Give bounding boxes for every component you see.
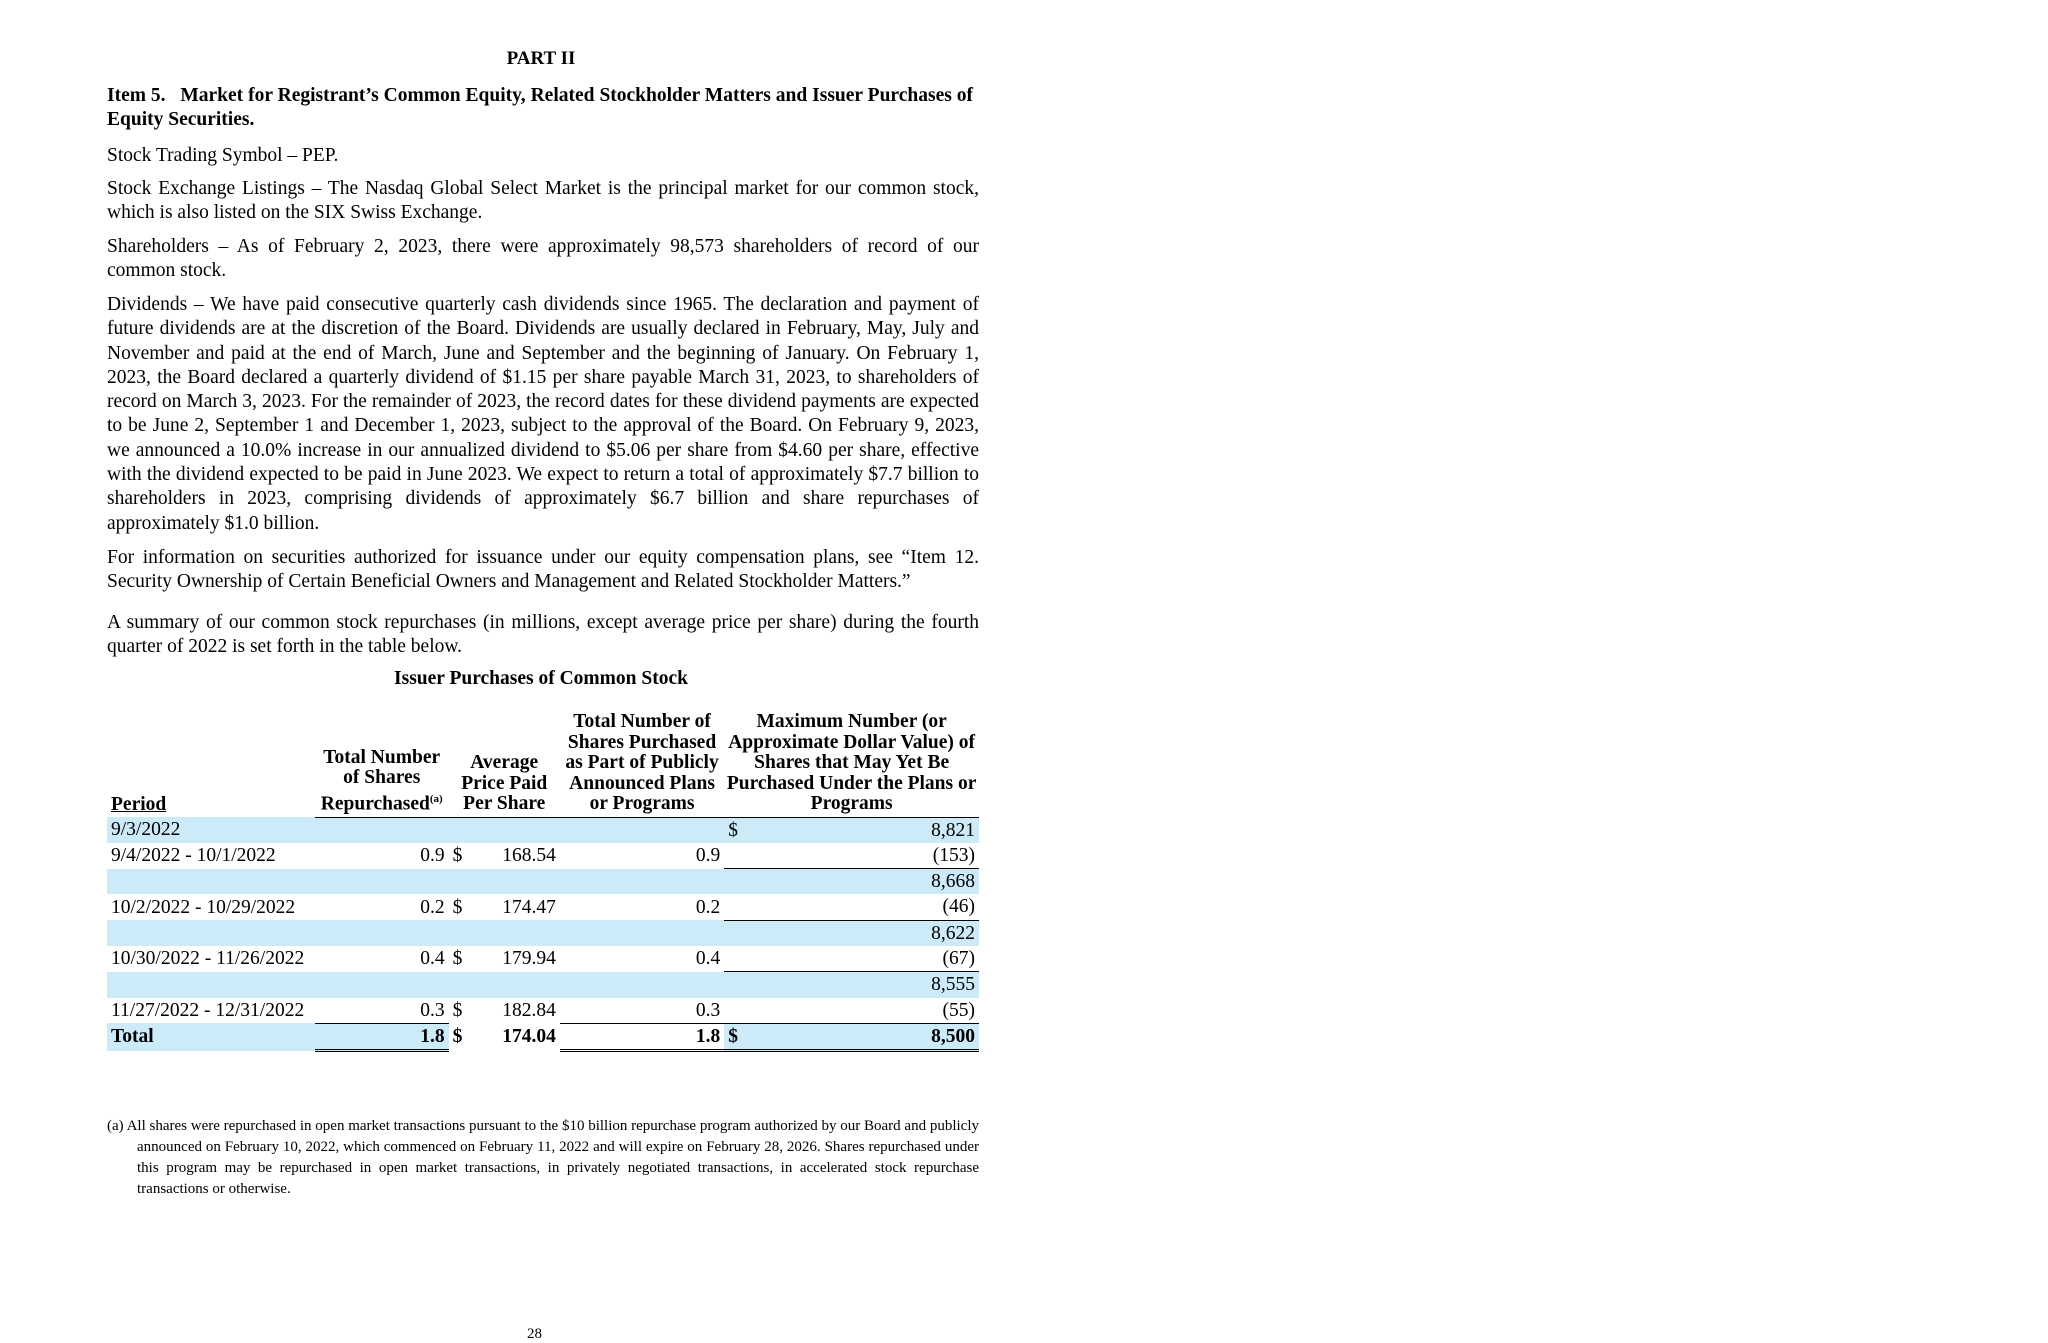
cell-average-price: 174.47 — [502, 896, 556, 918]
cell-average-price: 182.84 — [502, 999, 556, 1021]
footnote-text: (a) All shares were repurchased in open market transactions pursuant to the $10 billion repurchase program authorized by our Board and publicly announced on February 10, 2022, which commenced on February 11, 2022 and will expire on February 28, 2026. Shares repurchased under this program may be repurchased in open market transactions, in privately negotiated transactions, in accelerated stock repurchase transactions or otherwise. — [107, 1118, 979, 1197]
cell-announced — [560, 972, 724, 998]
cell-max-value: (55) — [750, 998, 979, 1024]
cell-dollar-sign: $ — [452, 999, 463, 1021]
cell-average-price: 179.94 — [502, 948, 556, 970]
cell-shares: 0.2 — [420, 896, 445, 918]
page-number: 28 — [527, 1326, 542, 1342]
cell-announced: 0.9 — [695, 845, 721, 867]
cell-period — [107, 920, 315, 946]
cell-total-label: Total — [107, 1023, 315, 1050]
repurchase-table — [107, 712, 979, 1052]
header-announced-plans: Total Number of Shares Purchased as Part of Publicly Announced Plans or Programs — [560, 712, 724, 817]
cell-shares — [315, 972, 449, 998]
header-average-price: Average Price Paid Per Share — [449, 712, 560, 817]
cell-average-price — [474, 869, 559, 895]
cell-max-value: (46) — [750, 894, 979, 920]
cell-total-dollar-sign: $ — [452, 1026, 463, 1048]
table-row — [107, 843, 979, 869]
cell-max-dollar-sign — [724, 972, 750, 998]
cell-max-dollar-sign — [724, 946, 750, 972]
cell-announced: 0.4 — [695, 948, 721, 970]
part-heading: PART II — [506, 48, 576, 69]
cell-period — [107, 972, 315, 998]
cell-max-dollar-sign — [724, 869, 750, 895]
dividends-paragraph: Dividends – We have paid consecutive quarterly cash dividends since 1965. The declaration and payment of future dividends are at the discretion of the Board. Dividends are usually declared in February, May, July and November and paid at the end of March, June and September and the beginning of January. On February 1, 2023, the Board declared a quarterly dividend of $1.15 per share payable March 31, 2023, to shareholders of record on March 3, 2023. For the remainder of 2023, the record dates for these dividend payments are expected to be June 2, September 1 and December 1, 2023, subject to the approval of the Board. On February 9, 2023, we announced a 10.0% increase in our annualized dividend to $5.06 per share from $4.60 per share, effective with the dividend expected to be paid in June 2023. We expect to return a total of approximately $7.7 billion to shareholders in 2023, comprising dividends of approximately $6.7 billion and share repurchases of approximately $1.0 billion. — [107, 294, 979, 534]
cell-shares: 0.4 — [420, 948, 445, 970]
cell-dollar-sign — [449, 869, 475, 895]
cell-dollar-sign — [449, 920, 475, 946]
listings-paragraph: Stock Exchange Listings – The Nasdaq Global Select Market is the principal market for our common stock, which is also listed on the SIX Swiss Exchange. — [107, 178, 979, 224]
cell-max-value: (67) — [750, 946, 979, 972]
cell-max-dollar-sign — [724, 998, 750, 1024]
cell-announced — [560, 920, 724, 946]
cell-max-dollar-sign: $ — [724, 817, 750, 843]
cell-announced: 0.2 — [695, 896, 721, 918]
equity-plans-paragraph: For information on securities authorized for issuance under our equity compensation plans, see “Item 12. Security Ownership of Certain Beneficial Owners and Management and Related Stockholder Matters.” — [107, 547, 979, 593]
cell-period: 9/4/2022 - 10/1/2022 — [111, 845, 276, 867]
cell-period: 11/27/2022 - 12/31/2022 — [111, 999, 305, 1021]
cell-total-shares: 1.8 — [315, 1023, 449, 1050]
cell-max-value: 8,622 — [750, 920, 979, 946]
header-period: Period — [111, 793, 167, 815]
cell-max-value: (153) — [750, 843, 979, 869]
cell-announced — [560, 817, 724, 843]
table-row — [107, 972, 979, 998]
cell-period: 10/2/2022 - 10/29/2022 — [111, 896, 296, 918]
cell-max-value: 8,668 — [750, 869, 979, 895]
cell-average-price — [474, 972, 559, 998]
footnote — [107, 1116, 979, 1200]
cell-shares — [315, 920, 449, 946]
cell-announced: 0.3 — [560, 998, 724, 1024]
cell-total-max-value: 8,500 — [750, 1023, 979, 1050]
cell-dollar-sign: $ — [452, 896, 463, 918]
cell-period: 9/3/2022 — [107, 817, 315, 843]
table-total-row — [107, 1023, 979, 1050]
table-row — [107, 946, 979, 972]
cell-total-max-dollar-sign: $ — [724, 1023, 750, 1050]
cell-shares — [315, 817, 449, 843]
cell-dollar-sign — [449, 972, 475, 998]
cell-total-average-price: 174.04 — [502, 1026, 556, 1048]
cell-period — [107, 869, 315, 895]
table-title: Issuer Purchases of Common Stock — [394, 668, 688, 689]
table-header-row — [107, 712, 979, 817]
cell-total-announced: 1.8 — [560, 1023, 724, 1050]
cell-dollar-sign — [449, 817, 475, 843]
cell-max-dollar-sign — [724, 920, 750, 946]
item-title: Item 5. Market for Registrant’s Common Equity, Related Stockholder Matters and Issuer Purchases of Equity Securities. — [107, 85, 973, 130]
cell-dollar-sign: $ — [452, 948, 463, 970]
shareholders-paragraph: Shareholders – As of February 2, 2023, there were approximately 98,573 shareholders of record of our common stock. — [107, 236, 979, 282]
table-row — [107, 894, 979, 920]
header-total-shares: Total Number of Shares Repurchased$^{(a)}$ — [315, 712, 449, 817]
cell-max-value: 8,821 — [750, 817, 979, 843]
cell-max-dollar-sign — [724, 843, 750, 869]
cell-max-dollar-sign — [724, 894, 750, 920]
cell-announced — [560, 869, 724, 895]
symbol-paragraph: Stock Trading Symbol – PEP. — [107, 145, 339, 166]
cell-dollar-sign: $ — [452, 845, 463, 867]
summary-paragraph: A summary of our common stock repurchases (in millions, except average price per share) during the fourth quarter of 2022 is set forth in the table below. — [107, 612, 979, 658]
cell-shares — [315, 869, 449, 895]
cell-shares: 0.9 — [420, 845, 445, 867]
header-max-value: Maximum Number (or Approximate Dollar Value) of Shares that May Yet Be Purchased Under the Plans or Programs — [724, 712, 979, 817]
table-row — [107, 817, 979, 843]
table-row — [107, 998, 979, 1024]
table-row — [107, 869, 979, 895]
table-row — [107, 920, 979, 946]
cell-period: 10/30/2022 - 11/26/2022 — [111, 948, 305, 970]
cell-shares: 0.3 — [315, 998, 449, 1024]
cell-average-price — [474, 920, 559, 946]
cell-max-value: 8,555 — [750, 972, 979, 998]
cell-average-price — [474, 817, 559, 843]
cell-average-price: 168.54 — [502, 845, 556, 867]
